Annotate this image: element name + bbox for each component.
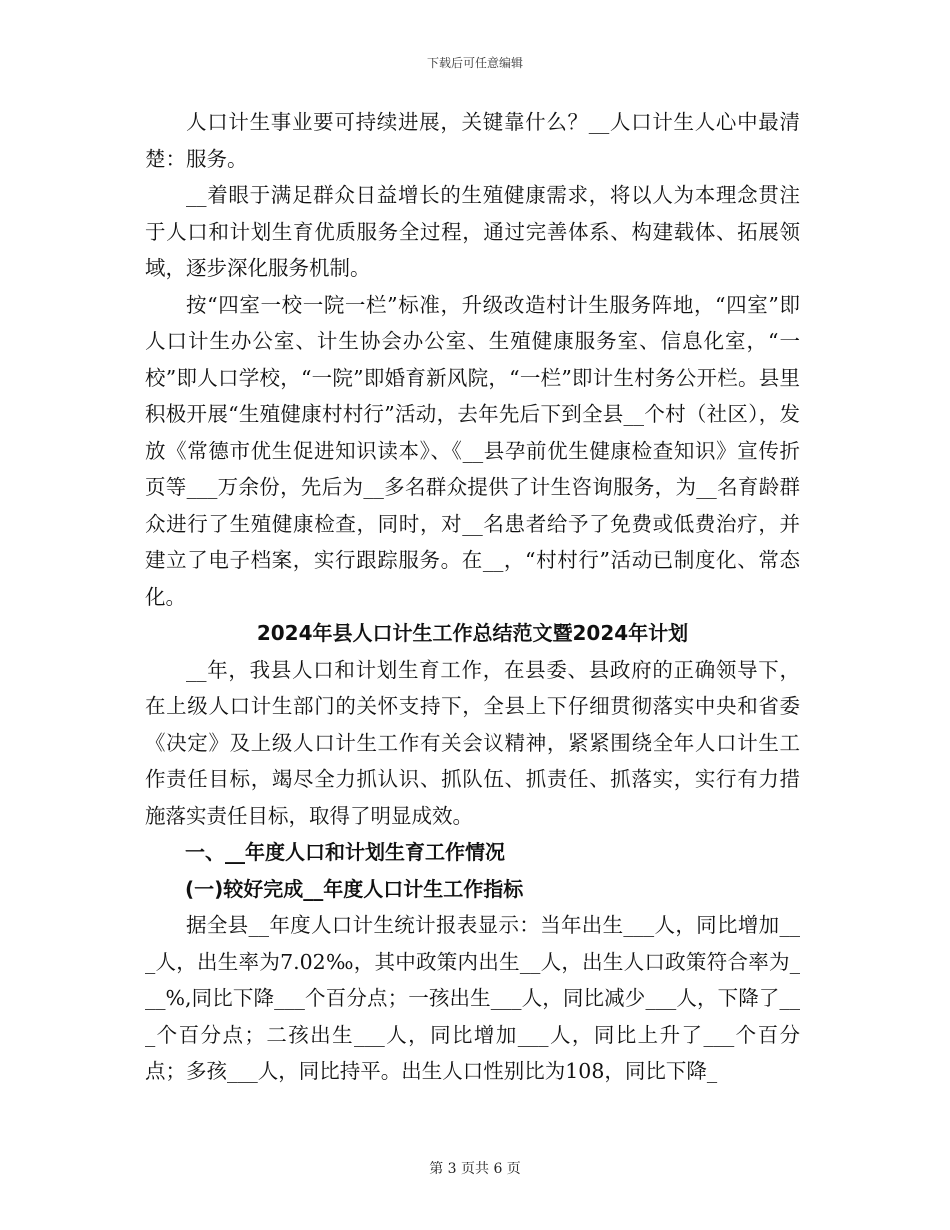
subsection-heading-1: (一)较好完成__年度人口计生工作指标: [185, 876, 524, 901]
page-footer: 第 3 页共 6 页: [429, 1161, 521, 1177]
section-heading-1: 一、__年度人口和计划生育工作情况: [185, 840, 505, 864]
paragraph-intro: __年，我县人口和计划生育工作，在县委、县政府的正确领导下，在上级人口计生部门的关怀支持下，全县上下仔细贯彻落实中央和省委《决定》及上级人口计生工作有关会议精神，紧紧围绕全年人口计生工作责任目标，竭尽全力抓认识、抓队伍、抓责任、抓落实，实行有力措施落实责任目标，取得了明显成效。: [145, 657, 800, 828]
document-title: 2024年县人口计生工作总结范文暨2024年计划: [256, 621, 689, 645]
paragraph-service-positions: 按“四室一校一院一栏”标准，升级改造村计生服务阵地，“四室”即人口计生办公室、计生协会办公室、生殖健康服务室、信息化室，“一校”即人口学校，“一院”即婚育新风院，“一栏”即计生村务公开栏。县里积极开展“生殖健康村村行”活动，去年先后下到全县__个村（社区），发放《常德市优生促进知识读本》、《__县孕前优生健康检查知识》宣传折页等___万余份，先后为__多名群众提供了计生咨询服务，为__名育龄群众进行了生殖健康检查，同时，对__名患者给予了免费或低费治疗，并建立了电子档案，实行跟踪服务。在__，“村村行”活动已制度化、常态化。: [145, 292, 800, 609]
paragraph-service-key: 人口计生事业要可持续进展，关键靠什么？__人口计生人心中最清楚：服务。: [145, 110, 800, 171]
document-body: [145, 104, 800, 1090]
page-header: 下载后可任意编辑: [426, 56, 523, 70]
paragraph-service-mechanism: __着眼于满足群众日益增长的生殖健康需求，将以人为本理念贯注于人口和计划生育优质服务全过程，通过完善体系、构建载体、拓展领域，逐步深化服务机制。: [145, 183, 800, 280]
paragraph-statistics: 据全县__年度人口计生统计报表显示：当年出生___人，同比增加___人，出生率为7.02‰，其中政策内出生__人，出生人口政策符合率为___%,同比下降___个百分点；一孩出生___人，同比减少___人，下降了___个百分点；二孩出生___人，同比增加___人，同比上升了___个百分点；多孩___人，同比持平。出生人口性别比为108，同比下降_: [145, 913, 800, 1083]
